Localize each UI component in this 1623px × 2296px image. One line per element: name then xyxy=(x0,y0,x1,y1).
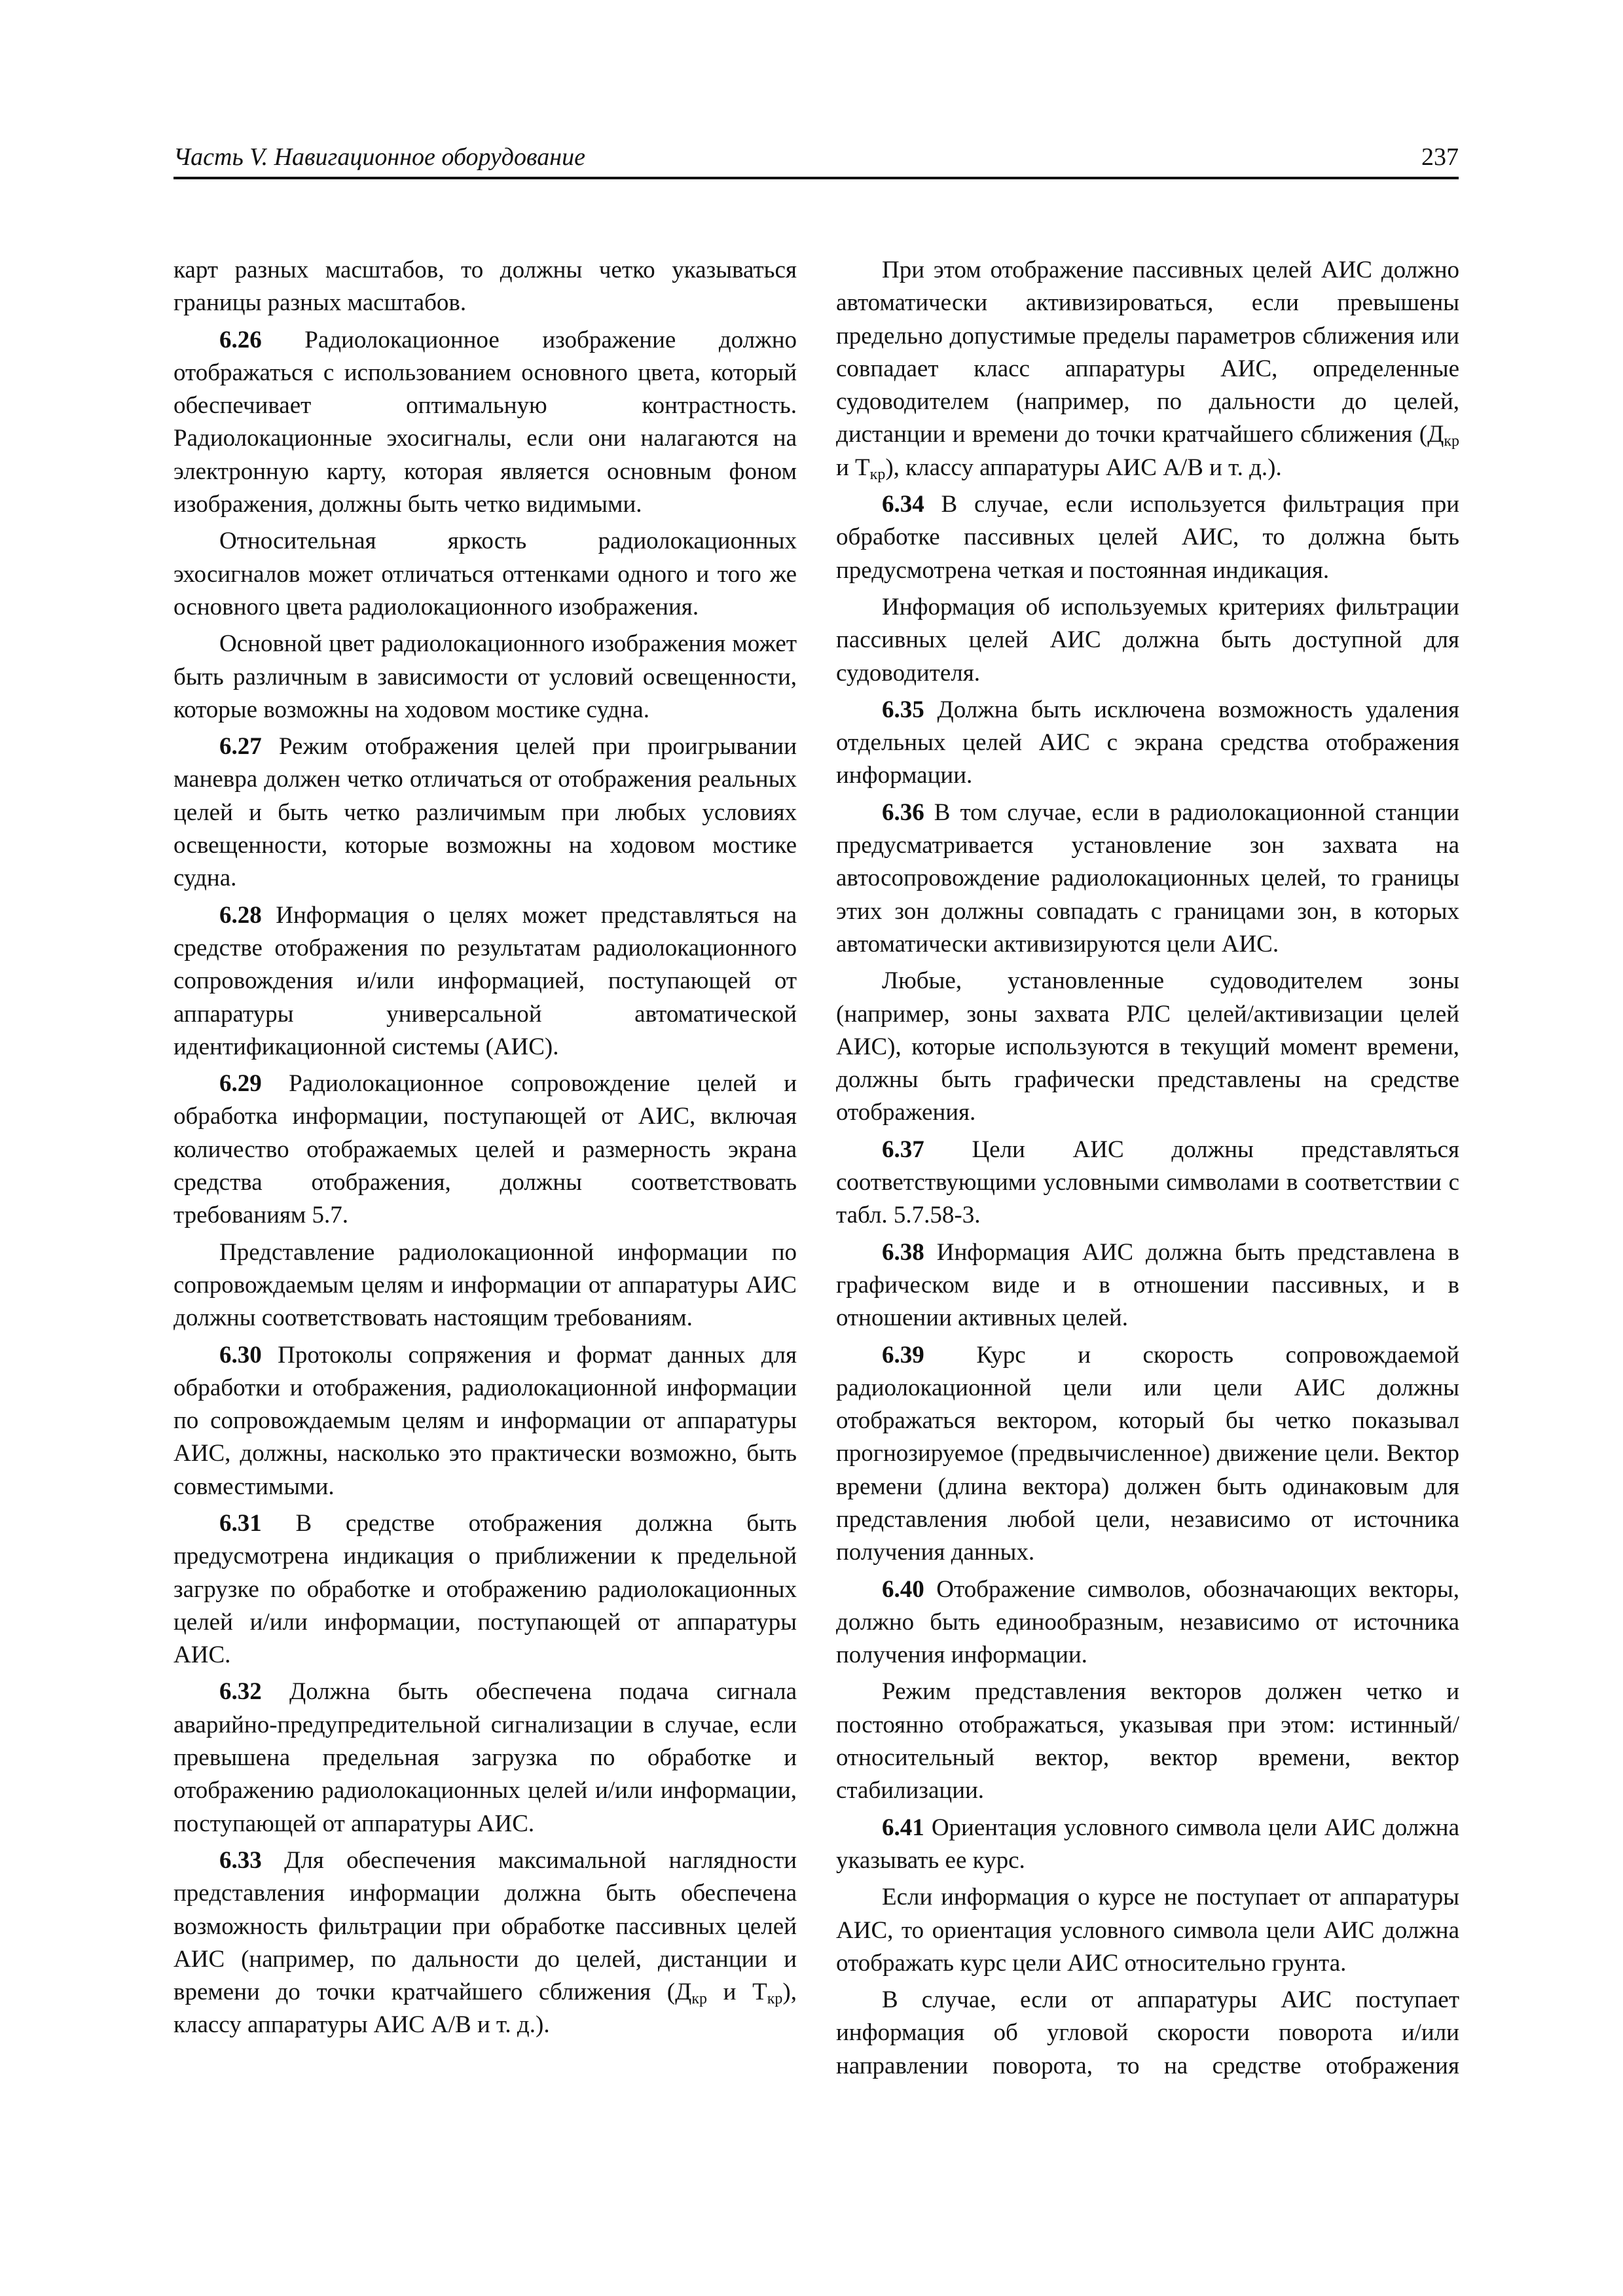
clause-number: 6.33 xyxy=(219,1846,262,1874)
clause-6-36 xyxy=(836,797,1459,961)
text-segment: Радиолокационное сопровождение целей и обработка информации, поступающей от АИС, включая количество отображаемых целей и размерность экрана средства отображения, должны соответствовать требованиям 5.7. xyxy=(173,1070,797,1229)
paragraph xyxy=(836,1881,1459,1980)
text-segment: В случае, если используется фильтрация при обработке пассивных целей АИС, то должна быть предусмотрена четкая и постоянная индикация. xyxy=(836,491,1459,584)
text-segment: и Т xyxy=(707,1979,767,2006)
text-segment: Отображение символов, обозначающих векторы, должно быть единообразным, независимо от источника получения информации. xyxy=(836,1575,1459,1669)
text-segment: Режим представления векторов должен четко и постоянно отображаться, указывая при этом: истинный/относительный вектор, вектор времени, вектор стабилизации. xyxy=(836,1678,1459,1804)
text-segment: ), классу аппаратуры АИС А/В и т. д.). xyxy=(885,454,1282,481)
clause-6-39 xyxy=(836,1339,1459,1570)
paragraph xyxy=(173,525,797,624)
subscript: кр xyxy=(691,1990,708,2008)
subscript: кр xyxy=(1444,433,1459,450)
text-segment: Информация АИС должна быть представлена в графическом виде и в отношении пассивных, и в отношении активных целей. xyxy=(836,1238,1459,1332)
subscript: кр xyxy=(767,1990,783,2008)
clause-number: 6.41 xyxy=(882,1814,924,1841)
text-segment: Любые, установленные судоводителем зоны (например, зоны захвата РЛС целей/активизации целей АИС), которые используются в текущий момент времени, должны быть графически представлены на средстве отображения. xyxy=(836,967,1459,1126)
paragraph xyxy=(173,628,797,726)
clause-number: 6.39 xyxy=(882,1341,924,1369)
text-segment: Информация об используемых критериях фильтрации пассивных целей АИС должна быть доступной для судоводителя. xyxy=(836,593,1459,687)
clause-number: 6.32 xyxy=(219,1678,262,1706)
clause-6-30 xyxy=(173,1339,797,1503)
paragraph xyxy=(836,1676,1459,1807)
header-title: Часть V. Навигационное оборудование xyxy=(173,143,585,171)
running-header xyxy=(173,139,1459,179)
clause-number: 6.37 xyxy=(882,1136,924,1163)
clause-6-26 xyxy=(173,324,797,522)
text-segment: карт разных масштабов, то должны четко указываться границы разных масштабов. xyxy=(173,257,797,317)
clause-number: 6.34 xyxy=(882,491,924,518)
text-segment: Ориентация условного символа цели АИС должна указывать ее курс. xyxy=(836,1814,1459,1874)
clause-6-35 xyxy=(836,694,1459,793)
paragraph xyxy=(836,254,1459,484)
text-segment: Должна быть обеспечена подача сигнала аварийно-предупредительной сигнализации в случае, если превышена предельная загрузка по обработке и отображению радиолокационных целей и/или информации, поступающей от аппаратуры АИС. xyxy=(173,1678,797,1837)
clause-6-33 xyxy=(173,1844,797,2042)
clause-number: 6.27 xyxy=(219,733,262,761)
text-segment: Информация о целях может представляться на средстве отображения по результатам радиолокационного сопровождения и/или информацией, поступающей от аппаратуры универсальной автоматической идентификационной системы (АИС). xyxy=(173,901,797,1060)
clause-6-32 xyxy=(173,1676,797,1840)
left-column xyxy=(173,254,797,2046)
clause-number: 6.30 xyxy=(219,1341,262,1369)
paragraph xyxy=(173,1236,797,1335)
text-segment: Должна быть исключена возможность удаления отдельных целей АИС с экрана средства отображения информации. xyxy=(836,696,1460,789)
clause-6-27 xyxy=(173,730,797,895)
text-segment: Режим отображения целей при проигрывании маневра должен четко отличаться от отображения реальных целей и быть четко различимым при любых условиях освещенности, которые возможны на ходовом мостике судна. xyxy=(173,733,797,892)
text-segment: Курс и скорость сопровождаемой радиолокационной цели или цели АИС должны отображаться вектором, который бы четко показывал прогнозируемое (предвычисленное) движение цели. Вектор времени (длина вектора) должен быть одинаковым для представления любой цели, независимо от источника получения данных. xyxy=(836,1341,1459,1566)
clause-number: 6.40 xyxy=(882,1575,924,1603)
text-segment: Протоколы сопряжения и формат данных для обработки и отображения, радиолокационной информации по сопровождаемым целям и информации от аппаратуры АИС, должны, насколько это практически возможно, быть совместимыми. xyxy=(173,1341,797,1500)
clause-6-40 xyxy=(836,1573,1459,1672)
text-segment: При этом отображение пассивных целей АИС должно автоматически активизироваться, если превышены предельно допустимые пределы параметров сближения или совпадает класс аппаратуры АИС, определенные судоводителем (например, по дальности до целей, дистанции и времени до точки кратчайшего сближения (Д xyxy=(836,257,1459,448)
clause-6-38 xyxy=(836,1236,1459,1335)
text-segment: В том случае, если в радиолокационной станции предусматривается установление зон захвата на автосопровождение радиолокационных целей, то границы этих зон должны совпадать с границами зон, в которых автоматически активизируются цели АИС. xyxy=(836,798,1460,958)
clause-6-41 xyxy=(836,1812,1459,1878)
clause-6-28 xyxy=(173,899,797,1064)
page-number: 237 xyxy=(1421,143,1459,171)
paragraph xyxy=(836,965,1459,1129)
clause-6-31 xyxy=(173,1507,797,1672)
clause-6-29 xyxy=(173,1067,797,1232)
clause-6-37 xyxy=(836,1134,1459,1232)
text-segment: Представление радиолокационной информации по сопровождаемым целям и информации от аппаратуры АИС должны соответствовать настоящим требованиям. xyxy=(173,1238,797,1332)
text-segment: В средстве отображения должна быть предусмотрена индикация о приближении к предельной загрузке по обработке и отображению радиолокационных целей и/или информации, поступающей от аппаратуры АИС. xyxy=(173,1509,797,1669)
text-segment: Основной цвет радиолокационного изображения может быть различным в зависимости от условий освещенности, которые возможны на ходовом мостике судна. xyxy=(173,630,797,723)
clause-number: 6.29 xyxy=(219,1070,262,1098)
paragraph xyxy=(836,1984,1459,2083)
clause-number: 6.26 xyxy=(219,326,262,353)
text-segment: ), классу аппаратуры АИС А/В и т. д.). xyxy=(173,1979,797,2039)
clause-number: 6.36 xyxy=(882,798,924,826)
subscript: кр xyxy=(869,465,886,483)
text-segment: и Т xyxy=(836,454,870,481)
paragraph xyxy=(836,591,1459,690)
paragraph xyxy=(173,254,797,320)
text-segment: Если информация о курсе не поступает от аппаратуры АИС, то ориентация условного символа цели АИС должна отображать курс цели АИС относительно грунта. xyxy=(836,1884,1459,1977)
clause-6-34 xyxy=(836,488,1459,587)
text-segment: Цели АИС должны представляться соответствующими условными символами в соответствии с табл. 5.7.58-3. xyxy=(836,1136,1460,1229)
text-segment: Радиолокационное изображение должно отображаться с использованием основного цвета, который обеспечивает оптимальную контрастность. Радиолокационные эхосигналы, если они налагаются на электронную карту, которая является основным фоном изображения, должны быть четко видимыми. xyxy=(173,326,797,518)
right-column xyxy=(836,254,1459,2087)
clause-number: 6.35 xyxy=(882,696,924,723)
text-segment: В случае, если от аппаратуры АИС поступает информация об угловой скорости поворота и/или направлении поворота, то на средстве отображения xyxy=(836,1986,1459,2079)
clause-number: 6.31 xyxy=(219,1509,262,1537)
clause-number: 6.38 xyxy=(882,1238,924,1266)
text-segment: Относительная яркость радиолокационных эхосигналов может отличаться оттенками одного и того же основного цвета радиолокационного изображения. xyxy=(173,528,797,620)
text-segment: Для обеспечения максимальной наглядности представления информации должна быть обеспечена возможность фильтрации при обработке пассивных целей АИС (например, по дальности до целей, дистанции и времени до точки кратчайшего сближения (Д xyxy=(173,1846,797,2006)
clause-number: 6.28 xyxy=(219,901,262,929)
